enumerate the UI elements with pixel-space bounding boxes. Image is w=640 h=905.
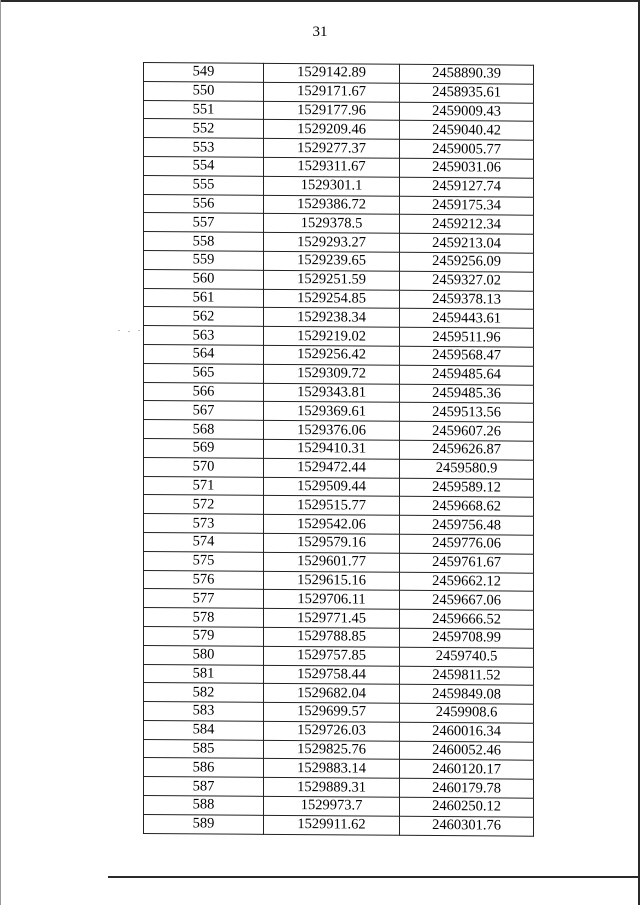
y-coordinate-cell: 2459666.52: [400, 609, 534, 629]
x-coordinate-cell: 1529699.57: [264, 702, 400, 722]
table-row: [144, 645, 534, 667]
y-coordinate-cell: 2459040.42: [400, 121, 534, 141]
point-number-cell: 566: [144, 382, 264, 402]
y-coordinate-cell: 2459776.06: [400, 534, 534, 554]
y-coordinate-cell: 2460120.17: [400, 760, 534, 780]
x-coordinate-cell: 1529238.34: [264, 308, 400, 328]
x-coordinate-cell: 1529883.14: [264, 759, 400, 779]
x-coordinate-cell: 1529509.44: [264, 477, 400, 497]
point-number-cell: 587: [144, 777, 264, 797]
y-coordinate-cell: 2460301.76: [400, 816, 534, 836]
point-number-cell: 555: [144, 175, 264, 195]
y-coordinate-cell: 2458890.39: [400, 64, 534, 84]
y-coordinate-cell: 2459668.62: [400, 497, 534, 517]
y-coordinate-cell: 2459849.08: [400, 685, 534, 705]
table-row: [144, 777, 534, 799]
y-coordinate-cell: 2459908.6: [400, 703, 534, 723]
table-row: [144, 326, 534, 348]
point-number-cell: 549: [144, 63, 264, 83]
x-coordinate-cell: 1529911.62: [264, 815, 400, 835]
point-number-cell: 552: [144, 119, 264, 139]
point-number-cell: 561: [144, 288, 264, 308]
x-coordinate-cell: 1529615.16: [264, 571, 400, 591]
page-number: 31: [312, 24, 328, 40]
x-coordinate-cell: 1529369.61: [264, 402, 400, 422]
x-coordinate-cell: 1529378.5: [264, 214, 400, 234]
table-row: [144, 63, 534, 85]
y-coordinate-cell: 2459511.96: [400, 327, 534, 347]
y-coordinate-cell: 2459009.43: [400, 102, 534, 122]
y-coordinate-cell: 2460052.46: [400, 741, 534, 761]
scan-border-left: [0, 0, 1, 905]
point-number-cell: 573: [144, 514, 264, 534]
table-row: [144, 401, 534, 423]
point-number-cell: 572: [144, 495, 264, 515]
point-number-cell: 564: [144, 344, 264, 364]
y-coordinate-cell: 2459212.34: [400, 215, 534, 235]
x-coordinate-cell: 1529386.72: [264, 195, 400, 215]
x-coordinate-cell: 1529515.77: [264, 496, 400, 516]
y-coordinate-cell: 2459175.34: [400, 196, 534, 216]
point-number-cell: 565: [144, 363, 264, 383]
table-row: [144, 626, 534, 648]
x-coordinate-cell: 1529219.02: [264, 326, 400, 346]
table-row: [144, 438, 534, 460]
point-number-cell: 568: [144, 420, 264, 440]
scan-border-top: [0, 0, 640, 2]
bottom-rule: [108, 876, 640, 878]
scan-speck: [128, 331, 130, 332]
x-coordinate-cell: 1529309.72: [264, 364, 400, 384]
x-coordinate-cell: 1529142.89: [264, 63, 400, 83]
table-row: [144, 288, 534, 310]
point-number-cell: 586: [144, 758, 264, 778]
x-coordinate-cell: 1529311.67: [264, 157, 400, 177]
table-row: [144, 532, 534, 554]
y-coordinate-cell: 2459513.56: [400, 403, 534, 423]
point-number-cell: 563: [144, 326, 264, 346]
x-coordinate-cell: 1529788.85: [264, 627, 400, 647]
y-coordinate-cell: 2459580.9: [400, 459, 534, 479]
table-row: [144, 702, 534, 724]
scan-speck: [118, 330, 120, 331]
table-row: [144, 100, 534, 122]
table-row: [144, 796, 534, 818]
x-coordinate-cell: 1529301.1: [264, 176, 400, 196]
x-coordinate-cell: 1529771.45: [264, 608, 400, 628]
y-coordinate-cell: 2459005.77: [400, 139, 534, 159]
table-row: [144, 250, 534, 272]
x-coordinate-cell: 1529825.76: [264, 740, 400, 760]
table-row: [144, 739, 534, 761]
x-coordinate-cell: 1529682.04: [264, 684, 400, 704]
x-coordinate-cell: 1529726.03: [264, 721, 400, 741]
point-number-cell: 583: [144, 702, 264, 722]
point-number-cell: 562: [144, 307, 264, 327]
point-number-cell: 578: [144, 608, 264, 628]
table-row: [144, 420, 534, 442]
point-number-cell: 560: [144, 269, 264, 289]
x-coordinate-cell: 1529973.7: [264, 796, 400, 816]
y-coordinate-cell: 2460016.34: [400, 722, 534, 742]
x-coordinate-cell: 1529343.81: [264, 383, 400, 403]
table-row: [144, 382, 534, 404]
point-number-cell: 569: [144, 438, 264, 458]
point-number-cell: 580: [144, 645, 264, 665]
point-number-cell: 582: [144, 683, 264, 703]
x-coordinate-cell: 1529209.46: [264, 120, 400, 140]
y-coordinate-cell: 2459031.06: [400, 158, 534, 178]
x-coordinate-cell: 1529706.11: [264, 590, 400, 610]
x-coordinate-cell: 1529472.44: [264, 458, 400, 478]
y-coordinate-cell: 2459761.67: [400, 553, 534, 573]
x-coordinate-cell: 1529254.85: [264, 289, 400, 309]
scan-speck: [138, 330, 140, 331]
table-row: [144, 495, 534, 517]
y-coordinate-cell: 2459811.52: [400, 666, 534, 686]
table-row: [144, 814, 534, 836]
table-row: [144, 514, 534, 536]
x-coordinate-cell: 1529171.67: [264, 82, 400, 102]
table-row: [144, 81, 534, 103]
table-row: [144, 213, 534, 235]
point-number-cell: 571: [144, 476, 264, 496]
table-row: [144, 570, 534, 592]
point-number-cell: 557: [144, 213, 264, 233]
point-number-cell: 577: [144, 589, 264, 609]
table-row: [144, 457, 534, 479]
y-coordinate-cell: 2459708.99: [400, 628, 534, 648]
table-row: [144, 363, 534, 385]
coordinates-table: [143, 62, 534, 836]
point-number-cell: 585: [144, 739, 264, 759]
point-number-cell: 589: [144, 814, 264, 834]
point-number-cell: 556: [144, 194, 264, 214]
point-number-cell: 558: [144, 232, 264, 252]
y-coordinate-cell: 2459378.13: [400, 290, 534, 310]
y-coordinate-cell: 2460250.12: [400, 797, 534, 817]
table-row: [144, 344, 534, 366]
point-number-cell: 570: [144, 457, 264, 477]
table-row: [144, 589, 534, 611]
table-row: [144, 476, 534, 498]
table-row: [144, 194, 534, 216]
point-number-cell: 559: [144, 250, 264, 270]
x-coordinate-cell: 1529889.31: [264, 778, 400, 798]
x-coordinate-cell: 1529579.16: [264, 533, 400, 553]
x-coordinate-cell: 1529758.44: [264, 665, 400, 685]
x-coordinate-cell: 1529757.85: [264, 646, 400, 666]
point-number-cell: 567: [144, 401, 264, 421]
table-row: [144, 307, 534, 329]
y-coordinate-cell: 2459607.26: [400, 421, 534, 441]
point-number-cell: 574: [144, 532, 264, 552]
y-coordinate-cell: 2459327.02: [400, 271, 534, 291]
y-coordinate-cell: 2459667.06: [400, 591, 534, 611]
table-row: [144, 138, 534, 160]
y-coordinate-cell: 2459589.12: [400, 478, 534, 498]
y-coordinate-cell: 2459443.61: [400, 309, 534, 329]
y-coordinate-cell: 2459127.74: [400, 177, 534, 197]
table-row: [144, 551, 534, 573]
x-coordinate-cell: 1529256.42: [264, 345, 400, 365]
y-coordinate-cell: 2458935.61: [400, 83, 534, 103]
y-coordinate-cell: 2459662.12: [400, 572, 534, 592]
table-row: [144, 664, 534, 686]
table-row: [144, 758, 534, 780]
x-coordinate-cell: 1529177.96: [264, 101, 400, 121]
x-coordinate-cell: 1529239.65: [264, 251, 400, 271]
point-number-cell: 575: [144, 551, 264, 571]
y-coordinate-cell: 2459213.04: [400, 233, 534, 253]
point-number-cell: 579: [144, 626, 264, 646]
point-number-cell: 588: [144, 796, 264, 816]
point-number-cell: 551: [144, 100, 264, 120]
y-coordinate-cell: 2459485.64: [400, 365, 534, 385]
y-coordinate-cell: 2459740.5: [400, 647, 534, 667]
table-row: [144, 720, 534, 742]
x-coordinate-cell: 1529376.06: [264, 420, 400, 440]
x-coordinate-cell: 1529410.31: [264, 439, 400, 459]
y-coordinate-cell: 2460179.78: [400, 779, 534, 799]
x-coordinate-cell: 1529277.37: [264, 139, 400, 159]
y-coordinate-cell: 2459256.09: [400, 252, 534, 272]
y-coordinate-cell: 2459568.47: [400, 346, 534, 366]
table-row: [144, 683, 534, 705]
y-coordinate-cell: 2459485.36: [400, 384, 534, 404]
table-row: [144, 608, 534, 630]
table-row: [144, 232, 534, 254]
point-number-cell: 581: [144, 664, 264, 684]
point-number-cell: 554: [144, 156, 264, 176]
table-row: [144, 175, 534, 197]
y-coordinate-cell: 2459756.48: [400, 515, 534, 535]
x-coordinate-cell: 1529601.77: [264, 552, 400, 572]
x-coordinate-cell: 1529251.59: [264, 270, 400, 290]
table-row: [144, 156, 534, 178]
x-coordinate-cell: 1529542.06: [264, 514, 400, 534]
point-number-cell: 550: [144, 81, 264, 101]
table-row: [144, 269, 534, 291]
table-row: [144, 119, 534, 141]
point-number-cell: 553: [144, 138, 264, 158]
y-coordinate-cell: 2459626.87: [400, 440, 534, 460]
point-number-cell: 576: [144, 570, 264, 590]
point-number-cell: 584: [144, 720, 264, 740]
coordinates-table-body: [144, 63, 534, 836]
x-coordinate-cell: 1529293.27: [264, 233, 400, 253]
